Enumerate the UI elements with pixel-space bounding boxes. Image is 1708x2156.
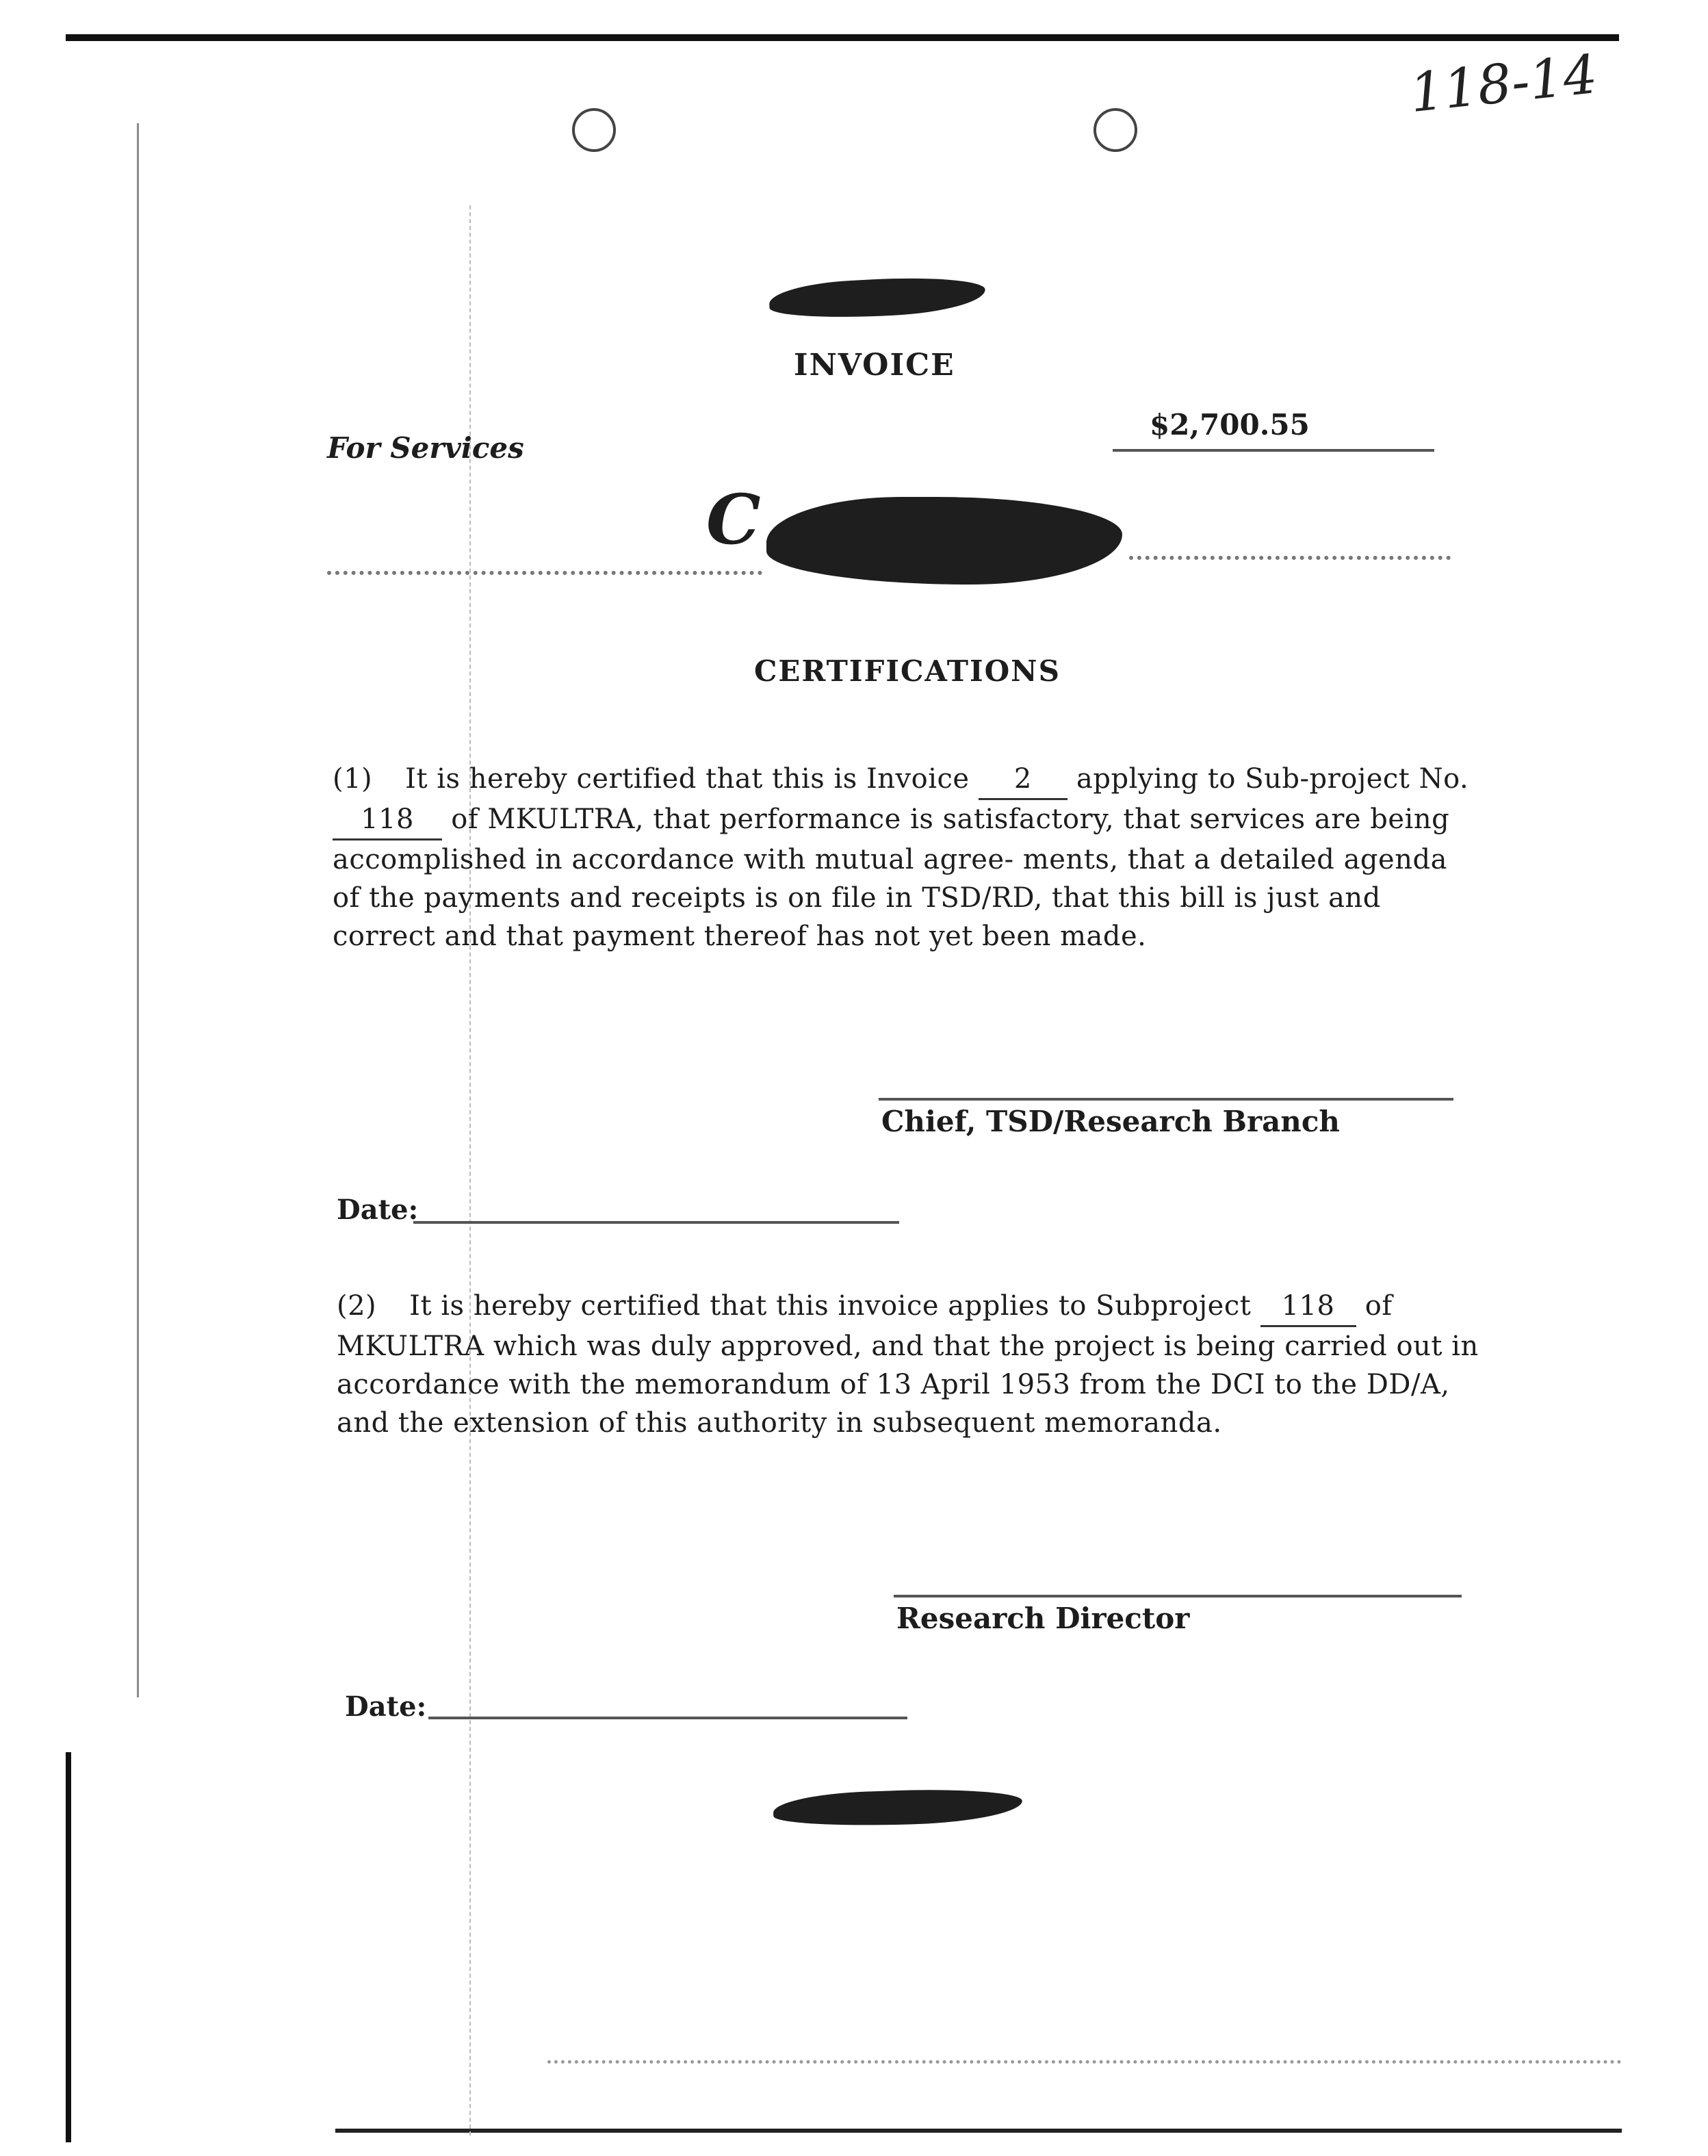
amount-line xyxy=(1113,449,1434,452)
cert2-text-a: It is hereby certified that this invoice applies to Subproject xyxy=(409,1290,1252,1322)
cert1-date-label: Date: xyxy=(337,1194,419,1226)
file-mark-handwritten: 118-14 xyxy=(1407,43,1601,125)
cert1-text-b: applying to Sub-project No. xyxy=(1076,763,1469,795)
cert2-date-label: Date: xyxy=(345,1691,427,1723)
cert1-signer-title: Chief, TSD/Research Branch xyxy=(881,1105,1340,1138)
certification-2-paragraph xyxy=(337,1287,1486,1442)
payee-dots-left xyxy=(327,571,762,575)
for-services-label: For Services xyxy=(327,431,524,465)
certifications-heading: CERTIFICATIONS xyxy=(754,654,1061,688)
cert2-signer-title: Research Director xyxy=(896,1602,1190,1635)
cert2-text-b: of MKULTRA which was duly approved, and that the project is being carried out in accordance with the memorandum of 13 April 1953 from the DCI to the DD/A, and the extension of this authority in subsequent memoranda. xyxy=(337,1290,1479,1439)
cert1-subproject-number: 118 xyxy=(333,800,442,840)
redaction-top xyxy=(768,274,986,322)
cert2-signature-line xyxy=(894,1595,1462,1597)
left-margin-line xyxy=(137,123,139,1697)
certification-1-paragraph xyxy=(333,760,1482,955)
punch-hole-right xyxy=(1094,108,1137,152)
cert1-signature-line xyxy=(879,1098,1453,1101)
cert2-date-line xyxy=(428,1717,907,1719)
cert2-number: (2) xyxy=(337,1290,377,1322)
amount-value: $2,700.55 xyxy=(1150,408,1310,441)
redaction-bottom xyxy=(773,1786,1023,1830)
redaction-payee xyxy=(766,497,1122,585)
left-edge-line xyxy=(66,1752,71,2142)
punch-hole-left xyxy=(572,108,616,152)
cert1-text-c: of MKULTRA, that performance is satisfactory, that services are being accomplished in accordance with mutual agree- ments, that a detailed agenda of the payments and receipts is on file in TSD/RD, that this bill is just and correct and that payment thereof has not yet been made. xyxy=(333,804,1450,952)
top-border-line xyxy=(66,34,1619,41)
invoice-heading: INVOICE xyxy=(794,348,955,383)
cert1-text-a: It is hereby certified that this is Invoice xyxy=(405,763,970,795)
bottom-border-line xyxy=(335,2129,1622,2133)
cert2-subproject-number: 118 xyxy=(1260,1287,1356,1327)
binding-margin-line xyxy=(469,205,471,2135)
cert1-invoice-number: 2 xyxy=(979,760,1068,800)
cert1-date-line xyxy=(413,1221,899,1224)
payee-initial: C xyxy=(706,479,761,560)
bottom-noise-line xyxy=(547,2060,1622,2064)
payee-dots-right xyxy=(1129,556,1451,560)
cert1-number: (1) xyxy=(333,763,373,795)
